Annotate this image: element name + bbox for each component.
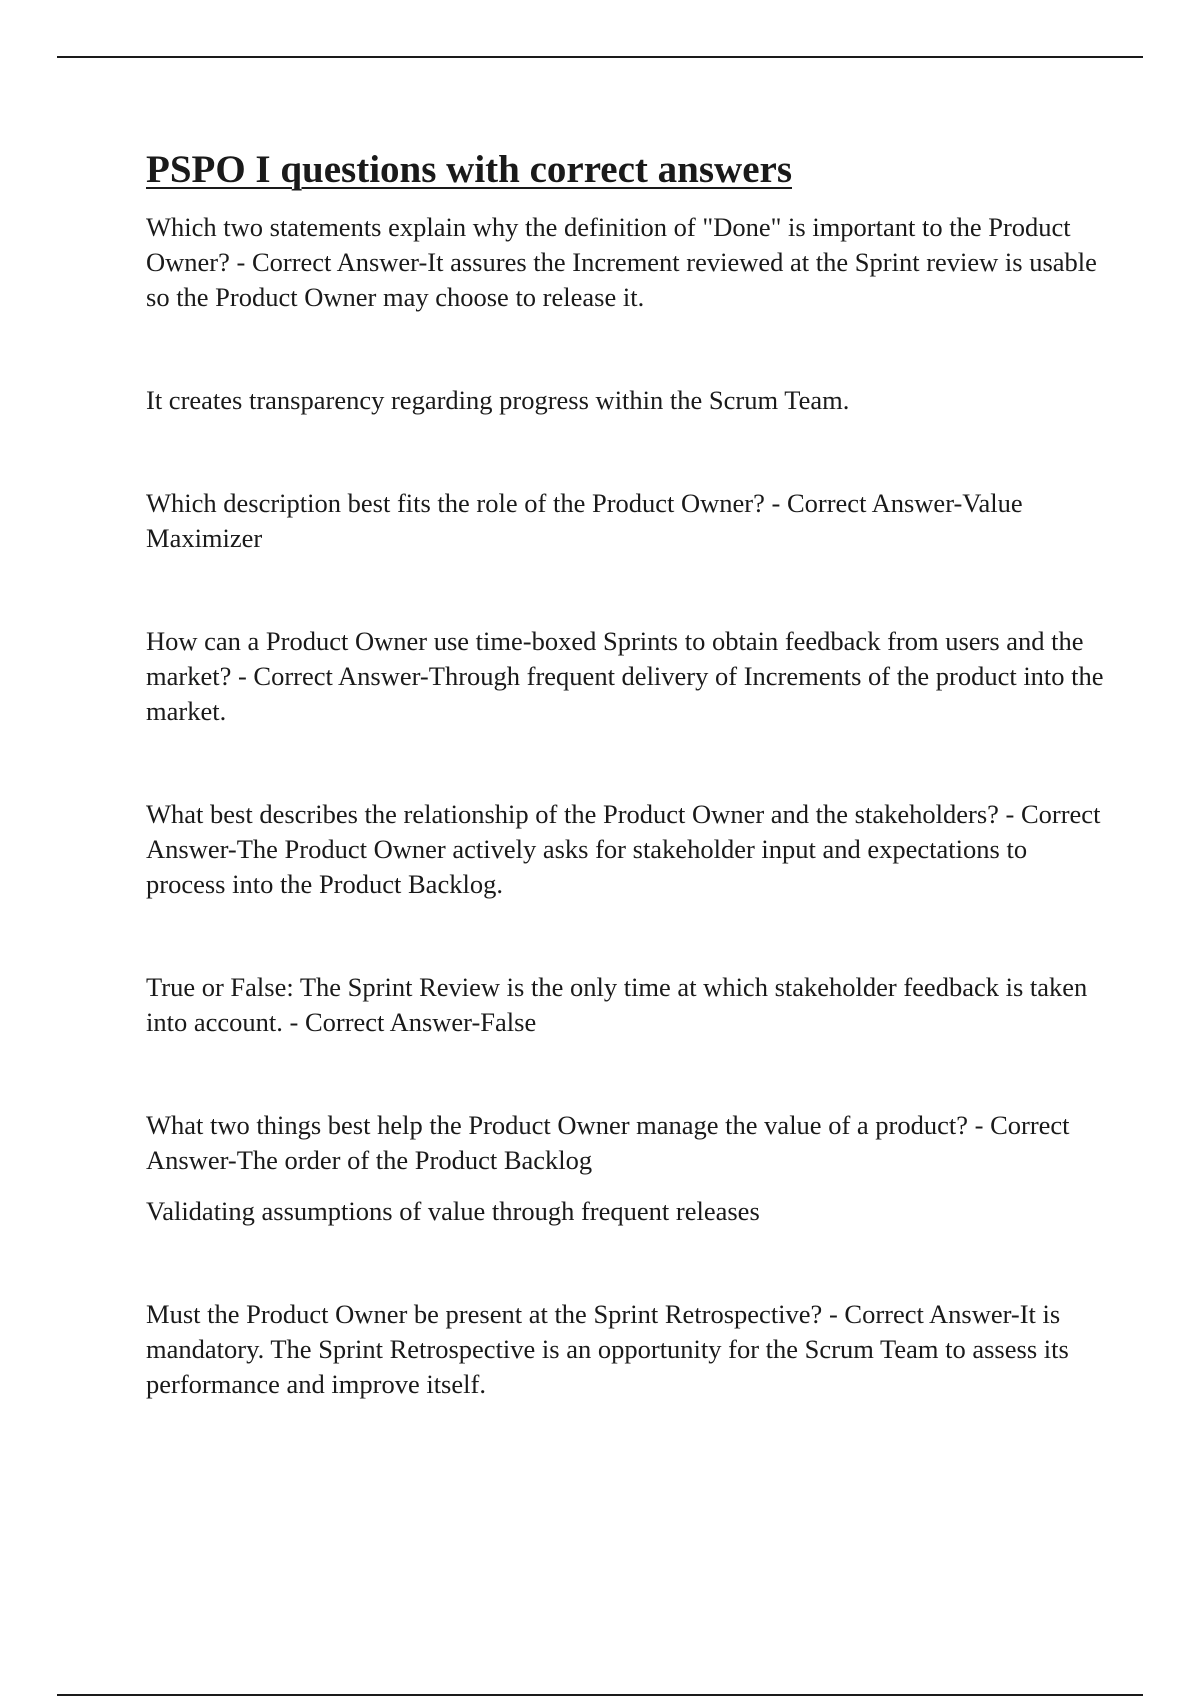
qa-paragraph-9: Must the Product Owner be present at the Sprint Retrospective? - Correct Answer-It is mandatory. The Sprint Retrospective is an opportunity for the Scrum Team to assess its performance and improve itself. [146,1299,1069,1399]
qa-paragraph-7: What two things best help the Product Owner manage the value of a product? - Correct Answer-The order of the Product Backlog [146,1110,1070,1175]
qa-paragraph-4: How can a Product Owner use time-boxed Sprints to obtain feedback from users and the market? - Correct Answer-Through frequent delivery of Increments of the product into the market. [146,626,1104,726]
qa-paragraph-6: True or False: The Sprint Review is the only time at which stakeholder feedback is taken into account. - Correct Answer-False [146,972,1088,1037]
bottom-rule [57,1694,1143,1696]
qa-paragraph-2: It creates transparency regarding progress within the Scrum Team. [146,385,850,415]
document-title: PSPO I questions with correct answers [146,148,792,191]
qa-paragraph-8: Validating assumptions of value through frequent releases [146,1196,760,1226]
qa-paragraph-3: Which description best fits the role of the Product Owner? - Correct Answer-Value Maximizer [146,488,1023,553]
qa-paragraph-5: What best describes the relationship of the Product Owner and the stakeholders? - Correct Answer-The Product Owner actively asks for stakeholder input and expectations to process into the Product Backlog. [146,799,1101,899]
top-rule [57,56,1143,58]
document-body [146,146,1106,1402]
qa-paragraph-1: Which two statements explain why the definition of "Done" is important to the Product Owner? - Correct Answer-It assures the Increment reviewed at the Sprint review is usable so the Product Owner may choose to release it. [146,212,1097,312]
